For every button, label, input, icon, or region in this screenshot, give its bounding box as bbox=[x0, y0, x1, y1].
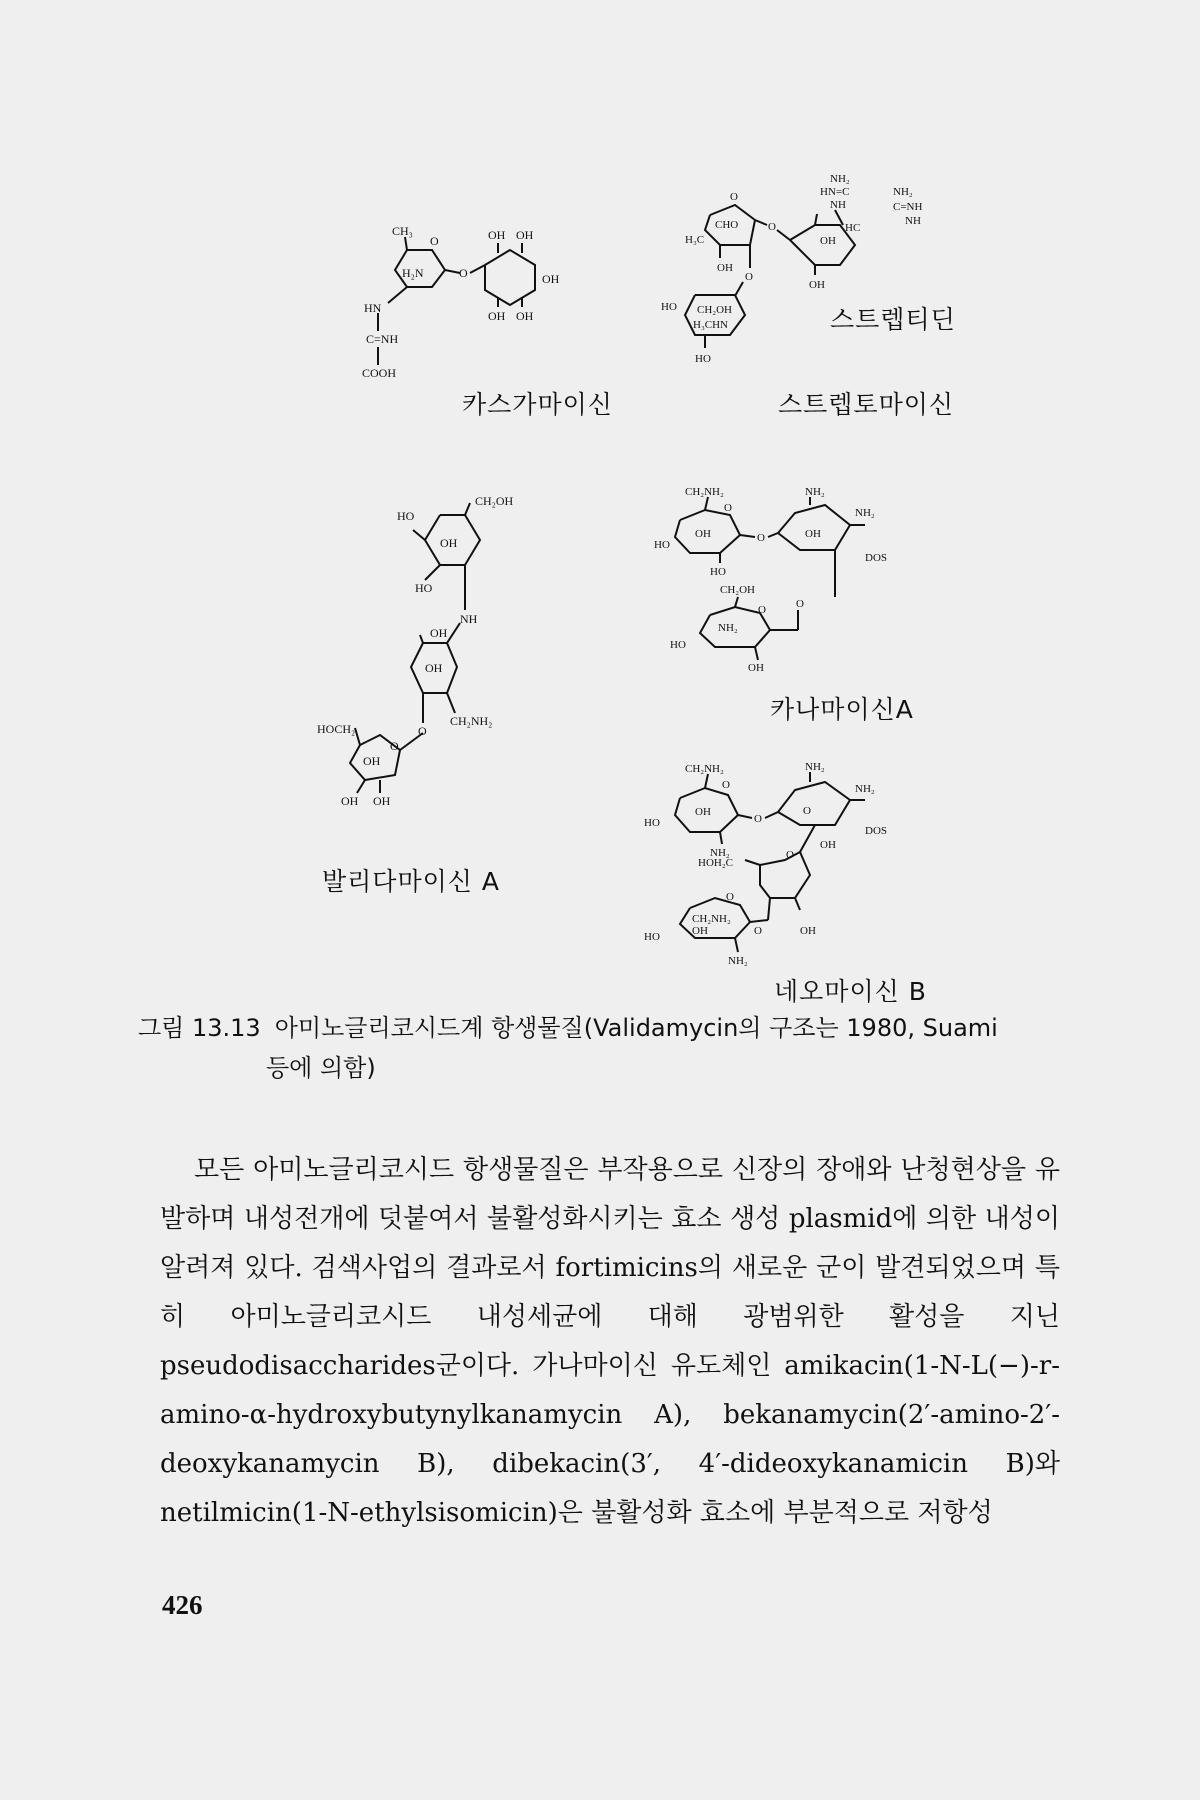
chem-label: OH bbox=[820, 235, 836, 247]
neomycin-name: 네오마이신 B bbox=[774, 977, 927, 1006]
chem-label: HO bbox=[661, 301, 677, 313]
chem-label: OH bbox=[363, 754, 381, 768]
kasugamycin-structure bbox=[362, 224, 630, 400]
chem-label: O bbox=[754, 925, 762, 937]
chem-label: O bbox=[768, 221, 776, 233]
chem-label: HO bbox=[644, 931, 660, 943]
chem-label: O bbox=[803, 805, 811, 817]
chem-label: H₂N bbox=[402, 266, 424, 280]
chem-label: HO bbox=[710, 566, 726, 578]
chem-label: O bbox=[730, 191, 738, 203]
chem-label: OH bbox=[373, 794, 391, 808]
chem-label: NH₂ bbox=[728, 955, 748, 967]
body-paragraph: 모든 아미노글리코시드 항생물질은 부작용으로 신장의 장애와 난청현상을 유발하며 내성전개에 덧붙여서 불활성화시키는 효소 생성 plasmid에 의한 내성이 알려져 있다. 검색사업의 결과로서 fortimicins의 새로운 군이 발견되었으며 특히 아미노글리코시드 내성세균에 대해 광범위한 활성을 지닌 pseudodisaccharides군이다. 가나마이신 유도체인 amikacin(1-N-L(−)-r-amino-α-hydroxybutynylkanamycin A), bekanamycin(2′-amino-2′-deoxykanamycin B), dibekacin(3′, 4′-dideoxykanamicin B)와 netilmicin(1-N-ethylsisomicin)은 불활성화 효소에 부분적으로 저항성 bbox=[160, 1155, 1060, 1528]
validamycin-name: 발리다마이신 A bbox=[322, 867, 500, 896]
chem-label: CH₂OH bbox=[475, 494, 514, 508]
chem-label: NH₂ bbox=[830, 173, 850, 185]
neomycin-structure bbox=[644, 760, 920, 980]
chem-label: O bbox=[722, 779, 730, 791]
chem-label: HO bbox=[695, 353, 711, 365]
chem-label: OH bbox=[748, 662, 764, 674]
chem-label: NH bbox=[830, 199, 846, 211]
chem-label: OH bbox=[488, 309, 506, 323]
caption-text: 아미노글리코시드계 항생물질(Validamycin의 구조는 1980, Suami bbox=[274, 1014, 998, 1042]
chem-label: NH bbox=[460, 612, 478, 626]
chem-label: O bbox=[459, 266, 468, 280]
validamycin-structure bbox=[317, 494, 575, 840]
chem-label: O bbox=[758, 604, 766, 616]
chem-label: O bbox=[724, 502, 732, 514]
chem-label: HO bbox=[644, 817, 660, 829]
chem-label: OH bbox=[488, 228, 506, 242]
chem-label: OH bbox=[440, 536, 458, 550]
chem-label: OH bbox=[430, 626, 448, 640]
chem-label: O bbox=[430, 234, 439, 248]
chem-label: OH bbox=[809, 279, 825, 291]
chem-label: HN=C bbox=[820, 186, 850, 198]
chem-label: H₃CHN bbox=[693, 319, 729, 331]
chem-label: HO bbox=[654, 539, 670, 551]
chem-label: HN bbox=[364, 301, 382, 315]
chem-label: HO bbox=[415, 581, 433, 595]
chem-label: NH₂ bbox=[710, 847, 730, 859]
chem-label: OH bbox=[800, 925, 816, 937]
chem-label: H₃C bbox=[685, 234, 705, 246]
figure-label: 그림 13.13 bbox=[138, 1014, 261, 1042]
chem-label: O bbox=[786, 849, 794, 861]
chem-label: DOS bbox=[865, 552, 888, 564]
chem-label: O bbox=[796, 598, 804, 610]
chem-label: O bbox=[757, 532, 765, 544]
body-text bbox=[160, 1146, 1060, 1538]
chem-label: HC bbox=[845, 222, 861, 234]
caption-text-continued: 등에 의함) bbox=[266, 1054, 376, 1082]
chem-label: NH₂ bbox=[855, 783, 875, 795]
chem-label: OH bbox=[692, 925, 708, 937]
chem-label: CH₂OH bbox=[720, 584, 756, 596]
chem-label: HOH₂C bbox=[698, 857, 734, 869]
chem-label: CH₂NH₂ bbox=[685, 486, 724, 498]
chem-label: OH bbox=[341, 794, 359, 808]
chem-label: NH₂ bbox=[893, 186, 913, 198]
chem-label: CH₂NH₂ bbox=[685, 763, 724, 775]
chem-label: HOCH₂ bbox=[317, 722, 356, 736]
chem-label: OH bbox=[695, 806, 711, 818]
streptomycin-name: 스트렙토마이신 bbox=[778, 390, 955, 419]
chem-label: O bbox=[754, 813, 762, 825]
chem-label: CH₃ bbox=[392, 224, 413, 238]
chem-label: NH bbox=[905, 215, 921, 227]
streptidine-name: 스트렙티딘 bbox=[830, 305, 956, 334]
figure-caption bbox=[138, 1008, 1058, 1088]
chem-label: C=NH bbox=[893, 201, 923, 213]
chem-label: CH₂OH bbox=[697, 304, 733, 316]
chem-label: OH bbox=[542, 272, 560, 286]
chem-label: NH₂ bbox=[805, 761, 825, 773]
chem-label: CH₂NH₂ bbox=[692, 913, 731, 925]
chem-label: DOS bbox=[865, 825, 888, 837]
chem-label: NH₂ bbox=[805, 486, 825, 498]
streptomycin-structure bbox=[661, 170, 965, 405]
chem-label: OH bbox=[805, 528, 821, 540]
chem-label: CH₂NH₂ bbox=[450, 714, 493, 728]
chem-label: HO bbox=[397, 509, 415, 523]
chem-label: O bbox=[726, 891, 734, 903]
chem-label: O bbox=[418, 724, 427, 738]
chem-label: OH bbox=[516, 309, 534, 323]
chem-label: NH₂ bbox=[718, 622, 738, 634]
chem-label: OH bbox=[516, 228, 534, 242]
kanamycin-name: 카나마이신A bbox=[770, 695, 914, 724]
kasugamycin-name: 카스가마이신 bbox=[462, 390, 613, 419]
chem-label: NH₂ bbox=[855, 507, 875, 519]
chem-label: HO bbox=[670, 639, 686, 651]
chem-label: OH bbox=[695, 528, 711, 540]
page-number: 426 bbox=[162, 1590, 203, 1620]
chem-label: OH bbox=[717, 262, 733, 274]
chem-label: O bbox=[390, 739, 399, 753]
chem-label: C=NH bbox=[366, 332, 399, 346]
chem-label: OH bbox=[820, 839, 836, 851]
chem-label: CHO bbox=[715, 219, 739, 231]
chem-label: O bbox=[745, 271, 753, 283]
kanamycin-structure bbox=[654, 485, 920, 690]
chem-label: COOH bbox=[362, 366, 397, 380]
chem-label: OH bbox=[425, 661, 443, 675]
